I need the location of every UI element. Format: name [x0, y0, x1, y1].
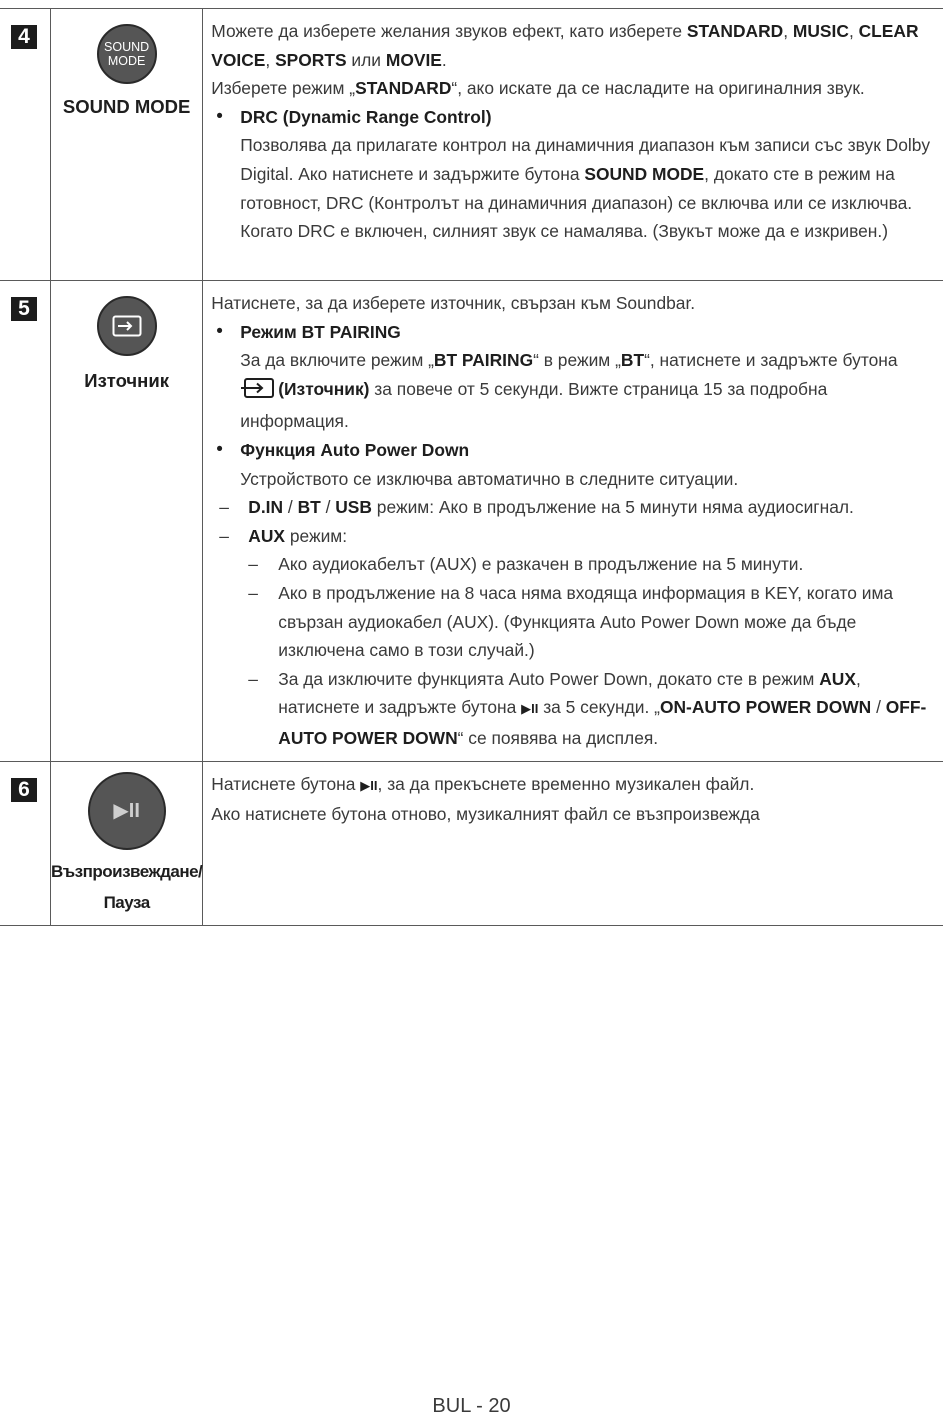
- text: за 5 секунди. „: [538, 697, 660, 718]
- paragraph: Ако натиснете бутона отново, музикалният файл се възпроизвежда: [211, 804, 760, 825]
- table-row: [0, 281, 943, 762]
- dash-list: [211, 493, 935, 752]
- play-pause-icon: ▶II: [521, 701, 539, 717]
- dash-list: [248, 550, 935, 752]
- row-number-badge: 6: [11, 778, 37, 802]
- row-number-cell: [0, 761, 51, 925]
- description-cell: [203, 281, 943, 762]
- text: /: [871, 697, 886, 718]
- list-item: – Ако в продължение на 8 часа няма входяща информация в KEY, когато има свързан аудиокабел (AUX). (Функцията Auto Power Down може да бъде изключена само в този случай.): [248, 579, 935, 665]
- paragraph: [211, 770, 935, 801]
- option-sports: SPORTS: [275, 49, 347, 70]
- text: Позволява да прилагате контрол на динамичния диапазон към записи със звук Dolby Digital. Ако натиснете и задържите бутона: [240, 135, 931, 184]
- text: Можете да изберете желания звуков ефект, като изберете: [211, 21, 687, 41]
- text: .: [441, 49, 447, 70]
- text: режим: Ако в продължение на 5 минути няма аудиосигнал.: [371, 497, 854, 518]
- text: “, ако искате да се насладите на оригиналния звук.: [451, 78, 865, 99]
- text: ,: [848, 21, 859, 41]
- text: “ се появява на дисплея.: [457, 727, 659, 748]
- mode-name: BT: [620, 350, 645, 371]
- text: , за да прекъснете временно музикален файл.: [377, 773, 755, 794]
- key-cell: [51, 761, 203, 925]
- bullet-text: [240, 131, 935, 245]
- mode-name: AUX: [819, 668, 856, 689]
- text: “, натиснете и задръжте бутона: [644, 350, 898, 371]
- bullet-title: Режим BT PAIRING: [240, 321, 401, 342]
- text: , натиснете и задръжте бутона: [278, 668, 861, 718]
- text: ,: [783, 21, 793, 41]
- option-standard: STANDARD: [686, 21, 784, 41]
- sound-mode-button-icon: [97, 24, 157, 84]
- row-number-cell: [0, 9, 51, 281]
- text: или: [346, 49, 386, 70]
- list-item: – Ако аудиокабелът (AUX) е разкачен в продължение на 5 минути.: [248, 550, 935, 579]
- text: за повече от 5 секунди. Вижте страница 15 за подробна информация.: [240, 378, 828, 432]
- list-item: [211, 436, 935, 753]
- list-item: [211, 522, 935, 753]
- play-pause-icon: ▶II: [360, 777, 378, 793]
- text: За да изключите функцията Auto Power Down, докато сте в режим: [278, 668, 820, 689]
- option-music: MUSIC: [792, 21, 849, 41]
- key-label: SOUND MODE: [62, 96, 191, 117]
- key-label-line2: Пауза: [103, 892, 150, 912]
- key-label-line1: Възпроизвеждане/: [51, 861, 203, 881]
- bullet-list: [211, 103, 935, 246]
- bullet-title: DRC (Dynamic Range Control): [240, 106, 492, 127]
- table-row: [0, 761, 943, 925]
- key-cell: [51, 9, 203, 281]
- play-pause-symbol: ▶II: [113, 800, 140, 822]
- key-label: [51, 856, 202, 918]
- text: /: [283, 497, 298, 518]
- display-text: OFF-AUTO POWER DOWN: [278, 697, 927, 748]
- text: “ в режим „: [533, 350, 621, 371]
- list-item: [211, 493, 935, 522]
- display-text: ON-AUTO POWER DOWN: [659, 697, 872, 718]
- row-number-badge: 4: [11, 25, 37, 49]
- mode-name: BT PAIRING: [433, 350, 534, 371]
- bullet-list: [211, 318, 935, 753]
- list-item: [248, 665, 935, 753]
- bullet-text: Устройството се изключва автоматично в следните ситуации.: [240, 468, 739, 489]
- sound-mode-button-text-line1: SOUND: [104, 40, 150, 54]
- manual-table: [0, 8, 943, 926]
- list-item: [211, 318, 935, 436]
- list-item: [211, 103, 935, 246]
- text: ,: [265, 49, 276, 70]
- mode-name: BT: [297, 497, 321, 518]
- text: За да включите режим „: [240, 350, 434, 371]
- sound-mode-button-text-line2: MODE: [107, 54, 146, 68]
- bullet-text: [240, 346, 935, 436]
- text: Изберете режим „: [211, 78, 356, 99]
- bullet-title: Функция Auto Power Down: [240, 439, 470, 460]
- button-name: (Източник): [278, 378, 370, 399]
- paragraph: Натиснете, за да изберете източник, свързан към Soundbar.: [211, 293, 696, 313]
- text: режим:: [284, 525, 348, 546]
- option-standard: STANDARD: [355, 78, 452, 99]
- paragraph: [211, 74, 935, 103]
- text: /: [320, 497, 336, 518]
- source-icon: [240, 377, 276, 408]
- mode-name: AUX: [248, 525, 285, 546]
- option-movie: MOVIE: [385, 49, 442, 70]
- paragraph: [211, 17, 935, 74]
- text: , докато сте в режим на готовност, DRC (Контролът на динамичния диапазон) се включва или се изключва. Когато DRC е включен, силният звук се намалява. (Звукът може да е изкривен.): [240, 163, 913, 242]
- description-cell: [203, 761, 943, 925]
- page-footer: BUL - 20: [432, 1395, 511, 1417]
- key-label: Източник: [84, 370, 169, 391]
- key-cell: [51, 281, 203, 762]
- option-clear-voice: CLEAR VOICE: [211, 21, 919, 70]
- play-pause-icon: [88, 772, 166, 850]
- button-name: SOUND MODE: [584, 163, 705, 184]
- mode-name: USB: [335, 497, 372, 518]
- row-number-cell: [0, 281, 51, 762]
- text: Натиснете бутона: [211, 773, 361, 794]
- row-number-badge: 5: [11, 297, 37, 321]
- source-icon: [97, 296, 157, 356]
- description-cell: [203, 9, 943, 281]
- mode-name: D.IN: [248, 497, 284, 518]
- table-row: [0, 9, 943, 281]
